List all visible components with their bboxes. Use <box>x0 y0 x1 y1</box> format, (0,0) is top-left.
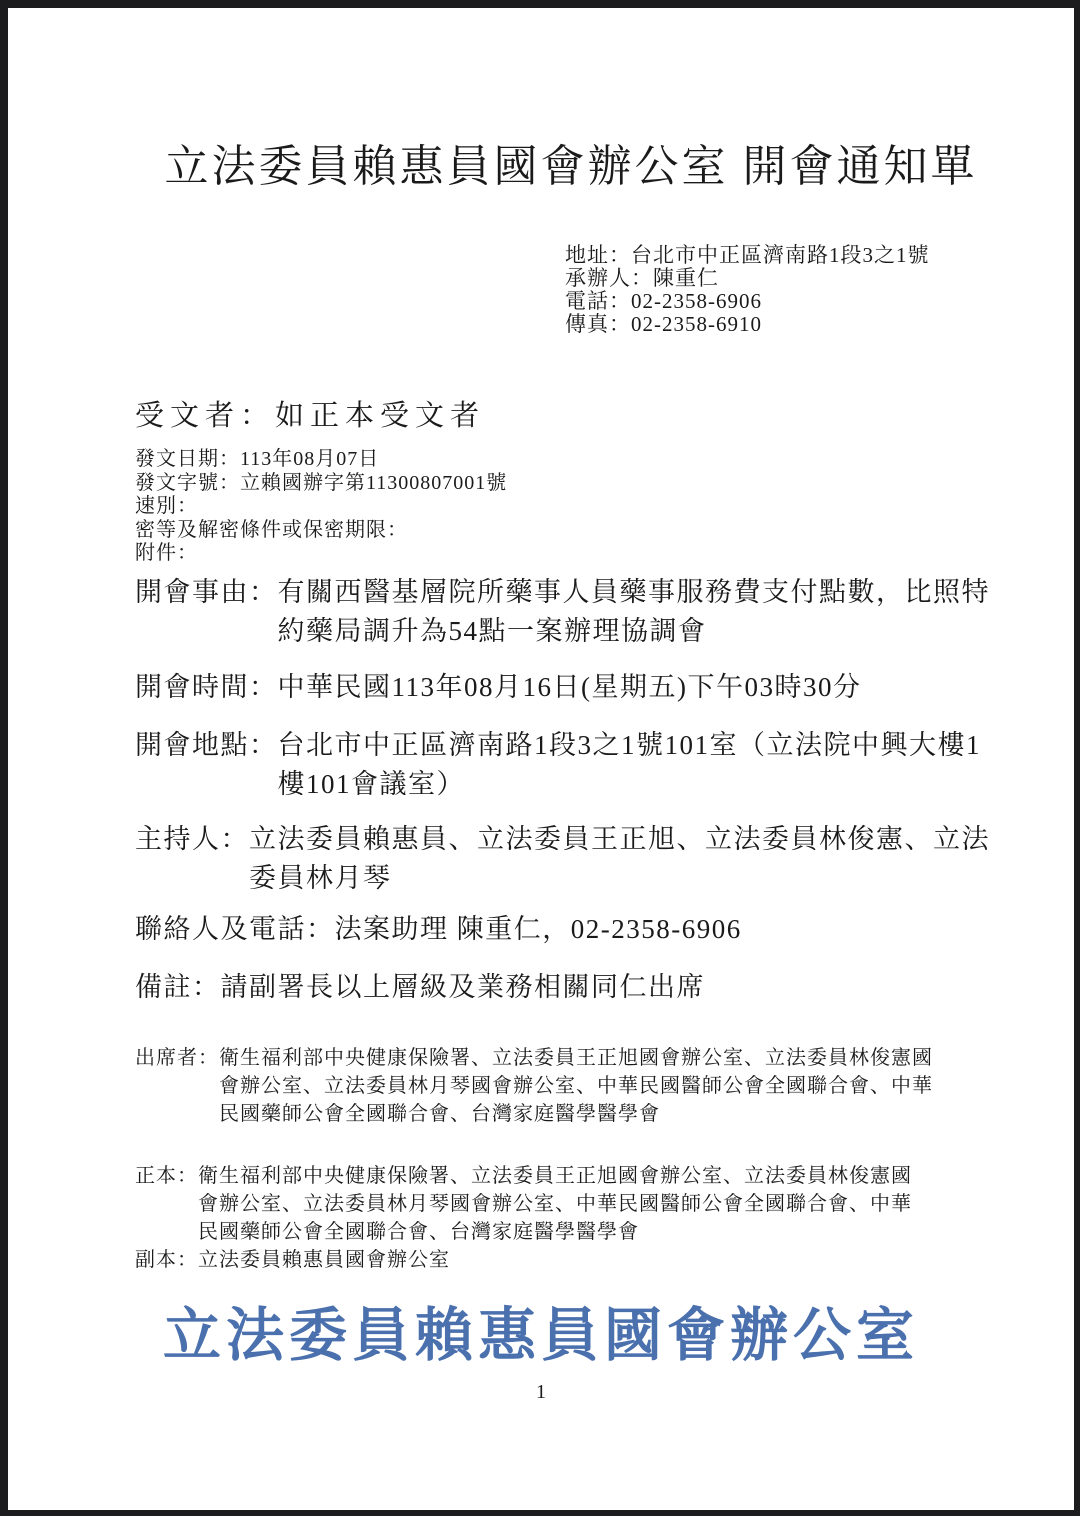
distribution-label: 副本： <box>135 1249 198 1271</box>
section-text: 請副署長以上層級及業務相關同仁出席 <box>220 972 705 1002</box>
meta-classification: 密等及解密條件或保密期限： <box>135 518 408 541</box>
section-text: 台北市中正區濟南路1段3之1號101室（立法院中興大樓1樓101會議室） <box>277 730 981 799</box>
meta-block <box>135 448 507 566</box>
meta-speed: 速別： <box>135 495 198 517</box>
section-meeting-time <box>135 668 1003 707</box>
section-label: 主持人： <box>135 824 249 854</box>
section-label: 聯絡人及電話： <box>135 914 335 944</box>
document-page <box>8 8 1074 1510</box>
section-label: 開會時間： <box>135 672 278 702</box>
section-text: 立法委員賴惠員、立法委員王正旭、立法委員林俊憲、立法委員林月琴 <box>249 824 990 893</box>
office-stamp: 立法委員賴惠員國會辦公室 <box>162 1303 919 1368</box>
distribution-duplicate-copy <box>135 1246 975 1274</box>
distribution-original-copy <box>135 1162 975 1246</box>
distribution-label: 正本： <box>135 1165 198 1187</box>
meta-issue-date: 發文日期：113年08月07日 <box>135 448 380 470</box>
meta-attachment: 附件： <box>135 542 198 564</box>
contact-fax: 傳真：02-2358-6910 <box>565 312 762 336</box>
section-meeting-subject <box>135 573 1003 651</box>
section-meeting-place <box>135 726 1003 804</box>
distribution-text: 衛生福利部中央健康保險署、立法委員王正旭國會辦公室、立法委員林俊憲國會辦公室、立法委員林月琴國會辦公室、中華民國醫師公會全國聯合會、中華民國藥師公會全國聯合會、台灣家庭醫學醫學會 <box>198 1165 912 1243</box>
contact-block <box>565 244 930 336</box>
section-remarks <box>135 968 1003 1007</box>
contact-address: 地址：台北市中正區濟南路1段3之1號 <box>565 243 930 267</box>
section-label: 備註： <box>135 972 221 1002</box>
distribution-label: 出席者： <box>135 1047 219 1069</box>
section-chairpersons <box>135 820 1003 898</box>
section-text: 中華民國113年08月16日(星期五)下午03時30分 <box>277 672 862 702</box>
section-label: 開會地點： <box>135 730 278 760</box>
meta-doc-number: 發文字號：立賴國辦字第11300807001號 <box>135 471 508 494</box>
distribution-attendees <box>135 1044 975 1128</box>
document-title: 立法委員賴惠員國會辦公室 開會通知單 <box>164 142 978 191</box>
section-text: 法案助理 陳重仁，02-2358-6906 <box>334 914 742 944</box>
section-label: 開會事由： <box>135 577 278 607</box>
section-text: 有關西醫基層院所藥事人員藥事服務費支付點數，比照特約藥局調升為54點一案辦理協調會 <box>277 577 990 646</box>
contact-phone: 電話：02-2358-6906 <box>565 289 762 313</box>
page-number: 1 <box>536 1381 546 1403</box>
contact-handler: 承辦人：陳重仁 <box>565 266 719 290</box>
recipient-line: 受文者：如正本受文者 <box>135 400 486 432</box>
distribution-text: 立法委員賴惠員國會辦公室 <box>198 1249 450 1271</box>
distribution-text: 衛生福利部中央健康保險署、立法委員王正旭國會辦公室、立法委員林俊憲國會辦公室、立法委員林月琴國會辦公室、中華民國醫師公會全國聯合會、中華民國藥師公會全國聯合會、台灣家庭醫學醫學會 <box>219 1047 933 1125</box>
section-contact-person <box>135 910 1003 949</box>
